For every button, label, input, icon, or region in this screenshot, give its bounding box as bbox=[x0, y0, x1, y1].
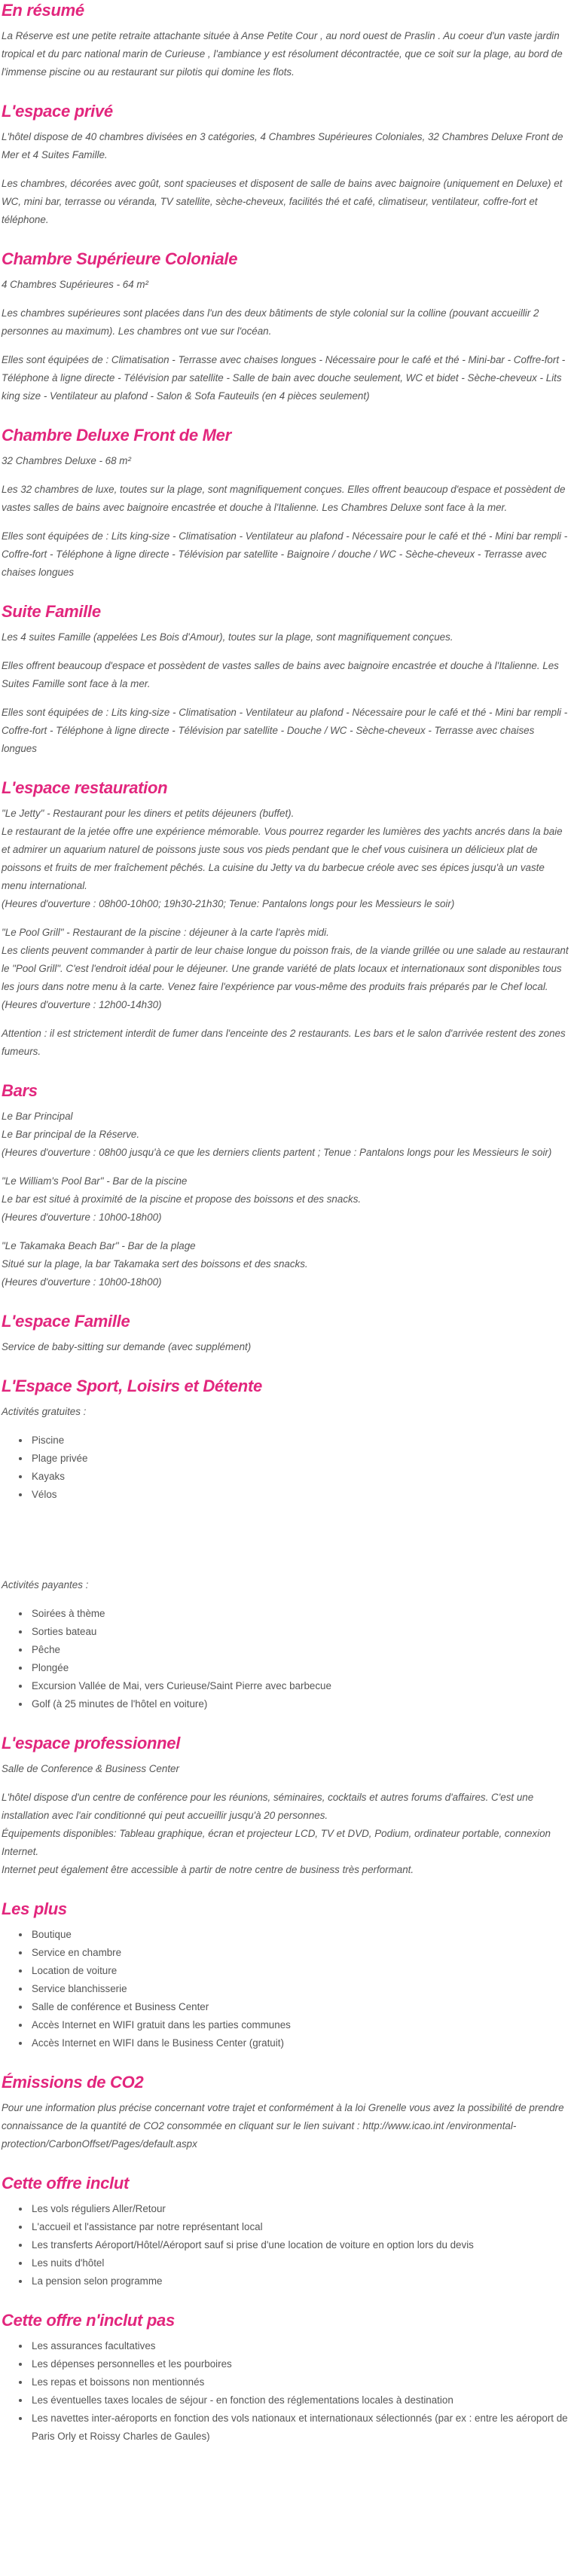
list-item: • Les repas et boissons non mentionnés bbox=[30, 2373, 569, 2391]
paragraph: Elles offrent beaucoup d'espace et possèdent de vastes salles de bains avec baignoire encastrée et douche à l'Italienne. Les Suites Famille sont face à la mer. bbox=[2, 660, 559, 689]
paragraph: Service de baby-sitting sur demande (avec supplément) bbox=[2, 1341, 252, 1352]
list-item: • Piscine bbox=[30, 1432, 569, 1450]
section-co2 bbox=[2, 2072, 569, 2153]
section-title: Bars bbox=[2, 1081, 38, 1100]
room-size: Les 4 suites Famille (appelées Les Bois d'Amour), toutes sur la plage, sont magnifiquement conçues. bbox=[2, 631, 453, 643]
restaurant-jetty: "Le Jetty" - Restaurant pour les diners et petits déjeuners (buffet). Le restaurant de la jetée offre une expérience mémorable. Vous pourrez regarder les lumières des yachts ancrés dans la baie et admirer un aquarium naturel de poissons juste sous vos pieds pendant que le chef vous cuisinera un délicieux plat de poissons et fruits de mer fraîchement pêchés. La cuisine du Jetty va du barbecue créole avec ses épices jusqu'à un vaste menu international. (Heures d'ouverture : 08h00-10h00; 19h30-21h30; Tenue: Pantalons longs pour les Messieurs le soir) bbox=[2, 808, 563, 909]
section-espace-professionnel bbox=[2, 1733, 569, 1879]
section-sport-loisirs bbox=[2, 1376, 569, 1713]
list-item: • Pêche bbox=[30, 1641, 569, 1659]
list-item: • Les transferts Aéroport/Hôtel/Aéroport sauf si prise d'une location de voiture en option lors du devis bbox=[30, 2236, 569, 2254]
section-chambre-coloniale bbox=[2, 249, 569, 405]
section-title: L'espace Famille bbox=[2, 1312, 130, 1331]
section-chambre-deluxe bbox=[2, 425, 569, 582]
section-title: Les plus bbox=[2, 1899, 67, 1918]
section-restauration bbox=[2, 778, 569, 1061]
bar-principal: Le Bar Principal Le Bar principal de la Réserve. (Heures d'ouverture : 08h00 jusqu'à ce que les derniers clients partent ; Tenue : Pantalons longs pour les Messieurs le soir) bbox=[2, 1111, 552, 1158]
list-item: • Accès Internet en WIFI dans le Business Center (gratuit) bbox=[30, 2034, 569, 2052]
section-title: L'espace restauration bbox=[2, 778, 168, 797]
list-item: • Soirées à thème bbox=[30, 1605, 569, 1623]
list-item: • Excursion Vallée de Mai, vers Curieuse/Saint Pierre avec barbecue bbox=[30, 1677, 569, 1695]
list-item: • Location de voiture bbox=[30, 1962, 569, 1980]
paragraph: L'hôtel dispose de 40 chambres divisées en 3 catégories, 4 Chambres Supérieures Coloniales, 32 Chambres Deluxe Front de Mer et 4 Suites Famille. bbox=[2, 131, 563, 160]
paragraph: Les chambres supérieures sont placées dans l'un des deux bâtiments de style colonial sur la colline (pouvant accueillir 2 personnes au maximum). Les chambres ont vue sur l'océan. bbox=[2, 307, 539, 337]
restaurant-pool-grill: "Le Pool Grill" - Restaurant de la piscine : déjeuner à la carte l'après midi. Les clients peuvent commander à partir de leur chaise longue du poisson frais, de la viande grillée ou une salade au restaurant le "Pool Grill". C'est l'endroit idéal pour le déjeuner. Une grande variété de plats locaux et internationaux sont disponibles tous les jours dans notre menu à la carte. Venez faire l'expérience par vous-même des produits frais préparés par le Chef local. (Heures d'ouverture : 12h00-14h30) bbox=[2, 927, 569, 1010]
smoking-notice: Attention : il est strictement interdit de fumer dans l'enceinte des 2 restaurants. Les bars et le salon d'arrivée restent des zones fumeurs. bbox=[2, 1028, 566, 1057]
section-title: Suite Famille bbox=[2, 602, 101, 621]
section-espace-famille bbox=[2, 1311, 569, 1356]
included-list bbox=[2, 2200, 569, 2290]
section-title: Chambre Supérieure Coloniale bbox=[2, 249, 238, 268]
section-les-plus bbox=[2, 1899, 569, 2052]
bar-takamaka-beach: "Le Takamaka Beach Bar" - Bar de la plage Situé sur la plage, la bar Takamaka sert des boissons et des snacks. (Heures d'ouverture : 10h00-18h00) bbox=[2, 1240, 308, 1288]
list-item: • Les nuits d'hôtel bbox=[30, 2254, 569, 2272]
list-item: • Les éventuelles taxes locales de séjour - en fonction des réglementations locales à destination bbox=[30, 2391, 569, 2409]
free-activities-list bbox=[2, 1432, 569, 1504]
list-item: • Les vols réguliers Aller/Retour bbox=[30, 2200, 569, 2218]
section-title: Émissions de CO2 bbox=[2, 2073, 144, 2092]
resume-text: La Réserve est une petite retraite attachante située à Anse Petite Cour , au nord ouest de Praslin . Au coeur d'un vaste jardin tropical et du parc national marin de Curieuse , l'ambiance y est résolument décontractée, que ce soit sur la plage, au bord de l'immense piscine ou au restaurant sur pilotis qui domine les flots. bbox=[2, 30, 563, 78]
room-equipment: Elles sont équipées de : Climatisation - Terrasse avec chaises longues - Nécessaire pour le café et thé - Mini-bar - Coffre-fort - Téléphone à ligne directe - Télévision par satellite - Salle de bain avec douche seulement, WC et bidet - Sèche-cheveux - Lits king size - Ventilateur au plafond - Salon & Sofa Fauteuils (en 4 pièces seulement) bbox=[2, 354, 566, 402]
section-resume bbox=[2, 0, 569, 81]
co2-text: Pour une information plus précise concernant votre trajet et conformément à la loi Grenelle vous avez la possibilité de prendre connaissance de la quantité de CO2 consommée en cliquant sur le lien suivant : http://www.icao.int /environmental-protection/CarbonOffset/Pages/default.aspx bbox=[2, 2102, 564, 2150]
list-item: • Sorties bateau bbox=[30, 1623, 569, 1641]
list-item: • Golf (à 25 minutes de l'hôtel en voiture) bbox=[30, 1695, 569, 1713]
section-title: Chambre Deluxe Front de Mer bbox=[2, 426, 231, 445]
bar-williams-pool: "Le William's Pool Bar" - Bar de la piscine Le bar est situé à proximité de la piscine et propose des boissons et des snacks. (Heures d'ouverture : 10h00-18h00) bbox=[2, 1175, 362, 1223]
list-item: • Plongée bbox=[30, 1659, 569, 1677]
list-item: • Accès Internet en WIFI gratuit dans les parties communes bbox=[30, 2016, 569, 2034]
list-item: • Les navettes inter-aéroports en fonction des vols nationaux et internationaux sélectionnés (par ex : entre les aéroport de Paris Orly et Roissy Charles de Gaules) bbox=[30, 2409, 569, 2446]
section-title: Cette offre n'inclut pas bbox=[2, 2311, 175, 2330]
conference-subtitle: Salle de Conference & Business Center bbox=[2, 1763, 179, 1774]
section-title: L'espace professionnel bbox=[2, 1734, 181, 1752]
room-size: 32 Chambres Deluxe - 68 m² bbox=[2, 455, 131, 466]
list-item: • Service blanchisserie bbox=[30, 1980, 569, 1998]
list-item: • Les dépenses personnelles et les pourboires bbox=[30, 2355, 569, 2373]
spacer bbox=[2, 1514, 569, 1576]
room-equipment: Elles sont équipées de : Lits king-size - Climatisation - Ventilateur au plafond - Nécessaire pour le café et thé - Mini bar rempli - Coffre-fort - Téléphone à ligne directe - Télévision par satellite - Douche / WC - Sèche-cheveux - Terrasse avec chaises longues bbox=[2, 707, 568, 754]
list-item: • Boutique bbox=[30, 1926, 569, 1944]
section-title: L'Espace Sport, Loisirs et Détente bbox=[2, 1377, 262, 1395]
paid-activities-label: Activités payantes : bbox=[2, 1579, 89, 1591]
room-size: 4 Chambres Supérieures - 64 m² bbox=[2, 279, 148, 290]
list-item: • L'accueil et l'assistance par notre représentant local bbox=[30, 2218, 569, 2236]
list-item: • Service en chambre bbox=[30, 1944, 569, 1962]
list-item: • Kayaks bbox=[30, 1468, 569, 1486]
list-item: • Salle de conférence et Business Center bbox=[30, 1998, 569, 2016]
section-offre-exclut bbox=[2, 2310, 569, 2446]
section-bars bbox=[2, 1080, 569, 1291]
list-item: • Vélos bbox=[30, 1486, 569, 1504]
paragraph: Les chambres, décorées avec goût, sont spacieuses et disposent de salle de bains avec baignoire (uniquement en Deluxe) et WC, mini bar, terrasse ou véranda, TV satellite, sèche-cheveux, facilités thé et café, climatiseur, ventilateur, coffre-fort et téléphone. bbox=[2, 178, 563, 225]
list-item: • La pension selon programme bbox=[30, 2272, 569, 2290]
extras-list bbox=[2, 1926, 569, 2052]
list-item: • Plage privée bbox=[30, 1450, 569, 1468]
list-item: • Les assurances facultatives bbox=[30, 2337, 569, 2355]
section-title: L'espace privé bbox=[2, 102, 113, 121]
section-suite-famille bbox=[2, 601, 569, 758]
paragraph: Les 32 chambres de luxe, toutes sur la plage, sont magnifiquement conçues. Elles offrent beaucoup d'espace et possèdent de vastes salles de bains avec baignoire encastrée et douche à l'Italienne. Les Chambres Deluxe sont face à la mer. bbox=[2, 484, 566, 513]
paragraph: L'hôtel dispose d'un centre de conférence pour les réunions, séminaires, cocktails et autres forums d'affaires. C'est une installation avec l'air conditionné qui peut accueillir jusqu'à 20 personnes. Équipements disponibles: Tableau graphique, écran et projecteur LCD, TV et DVD, Podium, ordinateur portable, connexion Internet. Internet peut également être accessible à partir de notre centre de business très performant. bbox=[2, 1792, 551, 1875]
section-title: Cette offre inclut bbox=[2, 2174, 129, 2193]
room-equipment: Elles sont équipées de : Lits king-size - Climatisation - Ventilateur au plafond - Nécessaire pour le café et thé - Mini bar rempli - Coffre-fort - Téléphone à ligne directe - Télévision par satellite - Baignoire / douche / WC - Sèche-cheveux - Terrasse avec chaises longues bbox=[2, 530, 568, 578]
section-title: En résumé bbox=[2, 1, 84, 20]
free-activities-label: Activités gratuites : bbox=[2, 1406, 87, 1417]
paid-activities-list bbox=[2, 1605, 569, 1713]
section-espace-prive bbox=[2, 101, 569, 229]
excluded-list bbox=[2, 2337, 569, 2446]
section-offre-inclut bbox=[2, 2173, 569, 2290]
